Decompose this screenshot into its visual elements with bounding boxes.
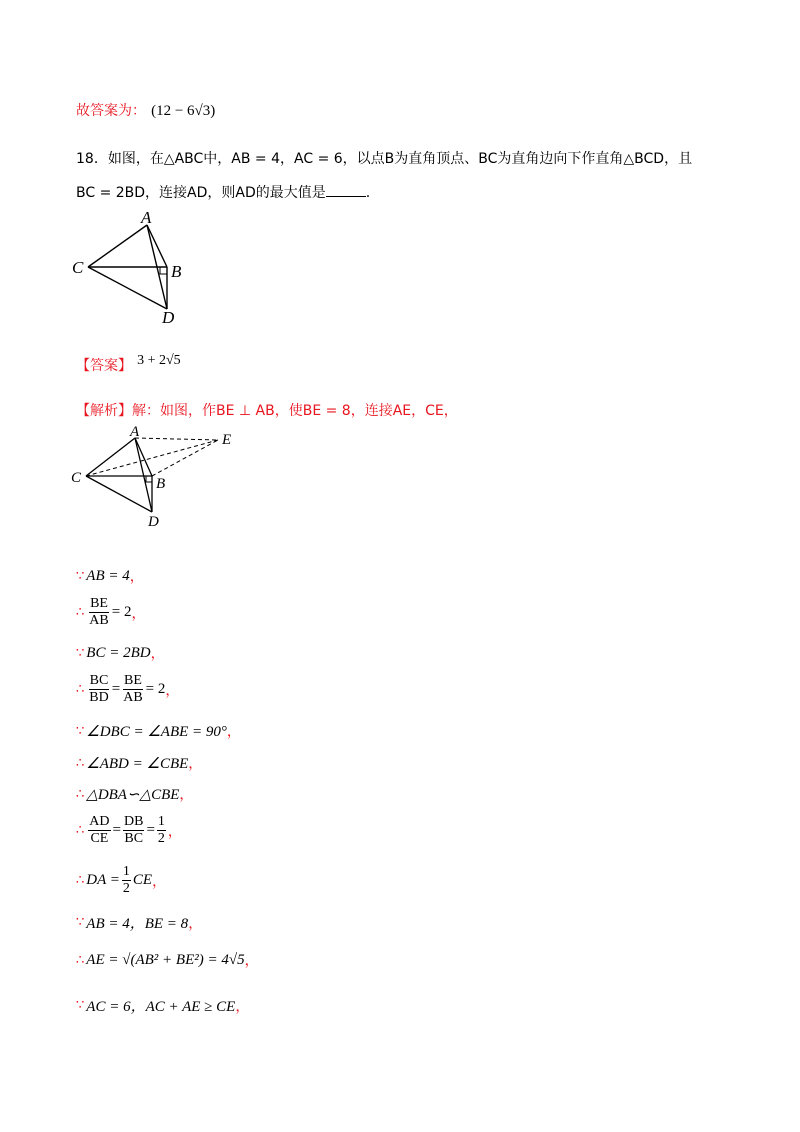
step-10: [76, 912, 202, 933]
fraction: [88, 596, 109, 629]
fraction: [88, 673, 109, 706]
step-expr: CE: [132, 872, 153, 888]
step-11: [76, 950, 259, 970]
label-a: A: [141, 208, 152, 227]
right-angle-mark: [146, 476, 152, 482]
fraction: [157, 814, 166, 847]
prev-answer-label: 故答案为：: [76, 103, 146, 119]
answer-blank: [326, 182, 366, 197]
edge-ad: [135, 438, 152, 512]
edge-ab: [135, 438, 152, 476]
question-period: .: [365, 185, 371, 201]
step-expr: = 2: [145, 681, 166, 697]
therefore-symbol: ∴: [76, 873, 85, 888]
step-3: [76, 643, 165, 663]
step-12: [76, 995, 249, 1016]
step-expr: ∠DBC = ∠ABE = 90°: [86, 723, 227, 740]
step-9: [76, 864, 166, 897]
step-8: [76, 814, 182, 847]
therefore-symbol: ∴: [76, 605, 85, 620]
label-e: E: [222, 432, 232, 448]
therefore-symbol: ∴: [76, 952, 85, 968]
therefore-symbol: ∴: [76, 682, 85, 697]
question-line-1: [76, 148, 692, 168]
edge-ab: [147, 225, 167, 267]
comma: ，: [165, 682, 180, 699]
comma: ，: [179, 787, 194, 803]
edge-ce-dashed: [86, 440, 218, 476]
denominator: BD: [89, 690, 109, 705]
therefore-symbol: ∴: [76, 755, 85, 771]
fraction: [122, 673, 143, 706]
label-d: D: [162, 308, 175, 325]
question-text-1: 如图，在△ABC中，AB = 4，AC = 6，以点B为直角顶点、BC为直角边向下作直角△BCD，且: [107, 151, 693, 167]
step-expr: AB = 4，BE = 8: [86, 916, 189, 932]
step-expr: DA =: [86, 872, 120, 888]
step-expr: BC = 2BD: [86, 644, 151, 661]
therefore-symbol: ∴: [76, 786, 85, 802]
step-expr: AE = √(AB² + BE²) = 4√5: [86, 951, 245, 968]
therefore-symbol: ∴: [76, 823, 85, 838]
denominator: 2: [122, 881, 130, 896]
equals-sign: =: [112, 822, 121, 838]
edge-cd: [88, 267, 167, 309]
edge-be-dashed: [152, 440, 218, 476]
denominator: AB: [89, 613, 109, 628]
fraction: [122, 864, 131, 897]
step-4: [76, 673, 179, 706]
step-1: [76, 566, 144, 586]
step-expr: △DBA∽△CBE: [86, 786, 180, 803]
comma: ，: [188, 756, 203, 772]
numerator: BC: [89, 673, 109, 688]
step-expr: AB = 4: [86, 567, 130, 584]
comma: ，: [167, 823, 182, 840]
analysis-line: [76, 400, 458, 420]
question-text-2: BC = 2BD，连接AD，则AD的最大值是: [76, 185, 326, 201]
comma: ，: [226, 724, 241, 740]
comma: ，: [188, 915, 203, 932]
answer-line: [76, 355, 181, 375]
analysis-label: 【解析】: [76, 403, 132, 419]
prev-answer-value: (12 − 6√3): [151, 103, 216, 119]
edge-ae-dashed: [135, 438, 218, 440]
numerator: AD: [89, 814, 110, 829]
equals-sign: =: [146, 822, 155, 838]
figure-triangle-bcd: [70, 205, 190, 325]
label-a: A: [130, 424, 140, 440]
comma: ，: [131, 605, 146, 622]
numerator: DB: [123, 814, 144, 829]
right-angle-mark: [160, 267, 167, 274]
answer-label: 【答案】: [76, 358, 132, 374]
because-symbol: ∵: [76, 645, 85, 661]
answer-value: 3 + 2√5: [137, 353, 181, 368]
comma: ，: [152, 873, 167, 890]
denominator: CE: [90, 831, 109, 846]
comma: ，: [235, 998, 250, 1015]
figure-construction-be: [68, 424, 248, 532]
comma: ，: [129, 569, 144, 585]
step-expr: = 2: [111, 604, 132, 620]
step-expr: AC = 6，AC + AE ≥ CE: [86, 999, 236, 1015]
step-7: [76, 784, 193, 804]
denominator: AB: [123, 690, 143, 705]
label-b: B: [156, 476, 166, 492]
label-c: C: [72, 258, 84, 277]
numerator: 1: [157, 814, 165, 829]
numerator: 1: [122, 864, 130, 879]
equals-sign: =: [111, 681, 121, 697]
label-c: C: [71, 470, 82, 486]
comma: ，: [150, 646, 165, 662]
comma: ，: [244, 953, 259, 969]
because-symbol: ∵: [76, 568, 85, 584]
step-6: [76, 753, 202, 773]
label-d: D: [148, 514, 159, 530]
because-symbol: ∵: [76, 723, 85, 739]
label-b: B: [171, 262, 182, 281]
denominator: 2: [157, 831, 165, 846]
denominator: BC: [124, 831, 144, 846]
step-expr: ∠ABD = ∠CBE: [86, 755, 189, 772]
question-number: 18．: [76, 151, 108, 167]
prev-answer-line: [76, 100, 215, 120]
analysis-text: 解：如图，作BE ⊥ AB，使BE = 8，连接AE，CE，: [132, 403, 458, 419]
numerator: BE: [90, 596, 108, 611]
fraction: [88, 814, 110, 847]
step-5: [76, 721, 241, 741]
question-line-2: [76, 182, 370, 202]
numerator: BE: [123, 673, 142, 688]
step-2: [76, 596, 145, 629]
because-symbol: ∵: [76, 915, 85, 930]
because-symbol: ∵: [76, 998, 85, 1013]
edge-cd: [86, 476, 152, 512]
fraction: [123, 814, 144, 847]
edge-ca: [88, 225, 147, 267]
edge-ca: [86, 438, 135, 476]
